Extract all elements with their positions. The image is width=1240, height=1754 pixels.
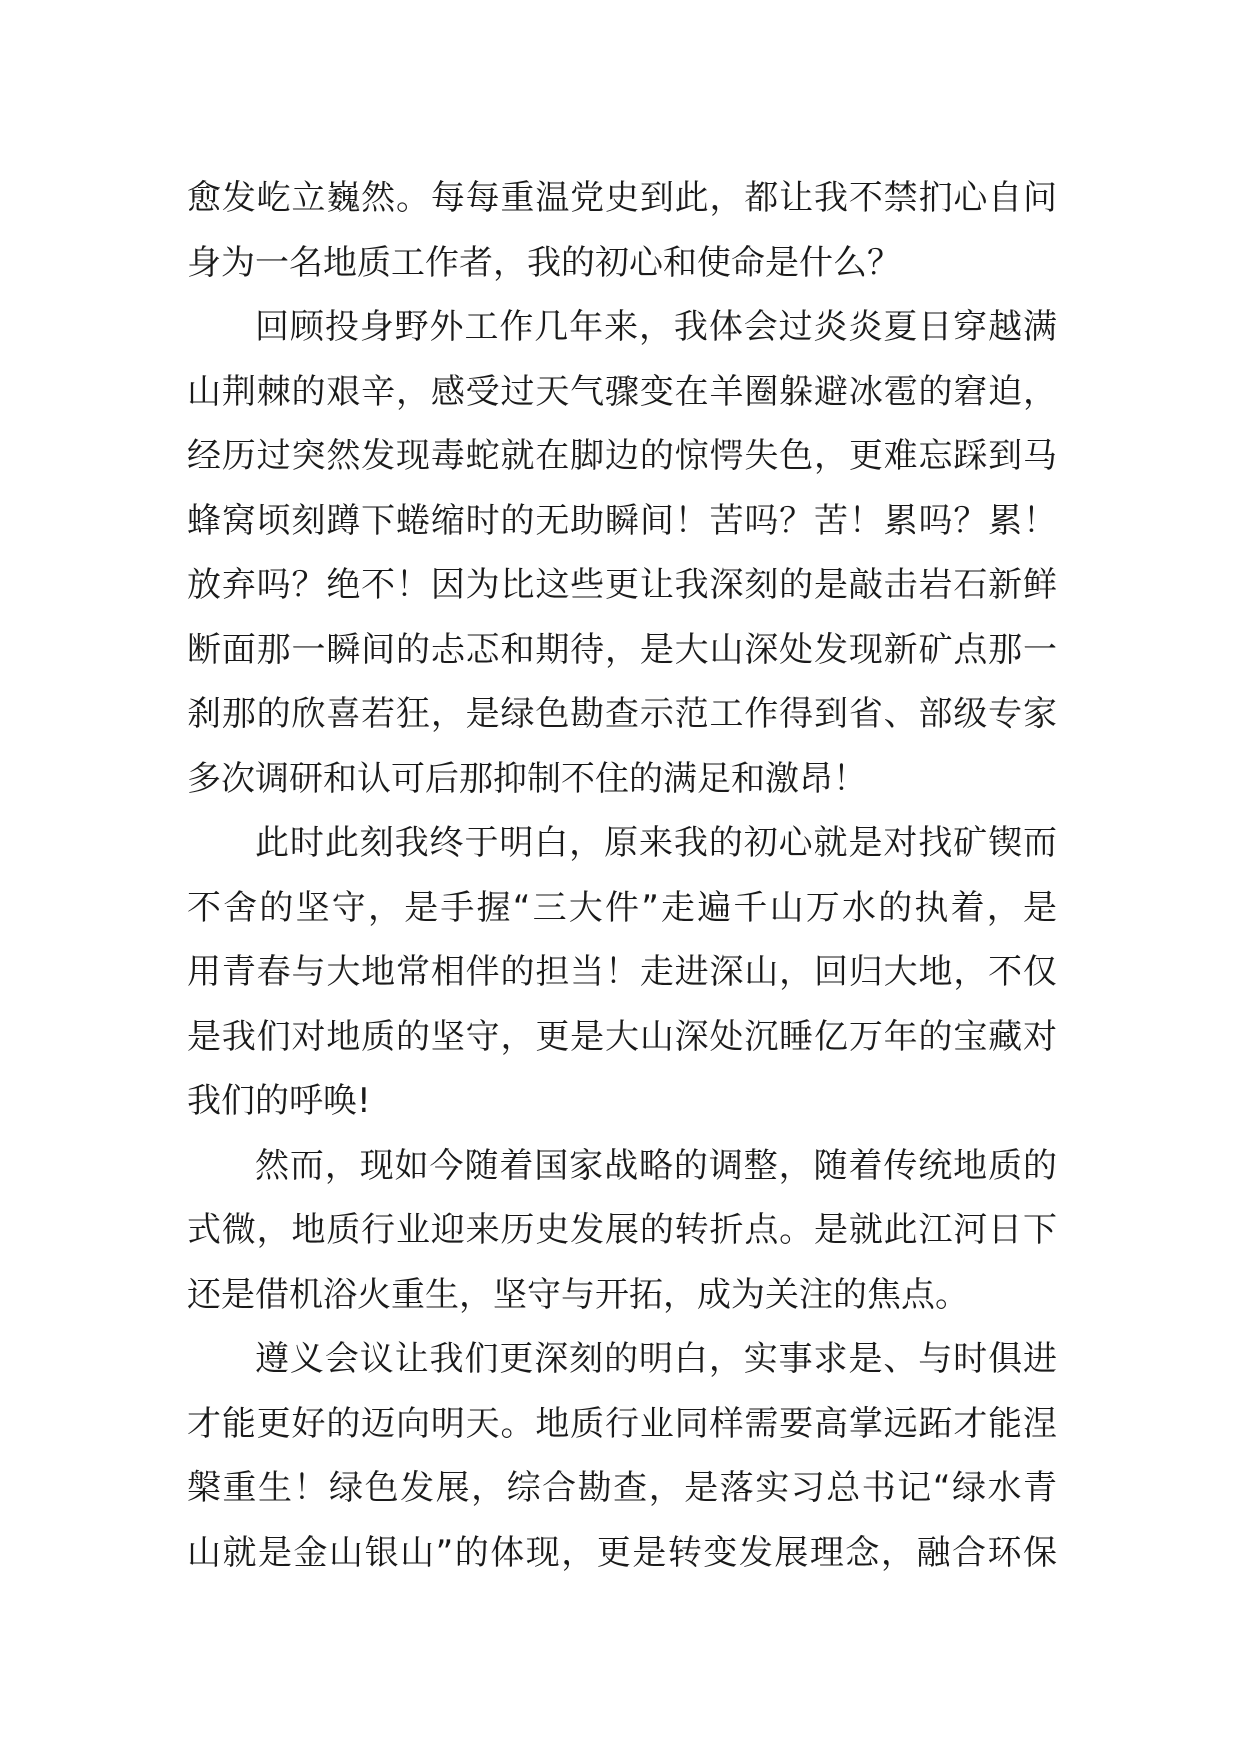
text-line-2: 身为一名地质工作者，我的初心和使命是什么？ [187, 242, 901, 283]
text-line-10: 多次调研和认可后那抑制不住的满足和激昂！ [187, 758, 867, 799]
text-line-20: 才能更好的迈向明天。地质行业同样需要高掌远跖才能涅 [187, 1403, 1057, 1444]
text-line-19: 遵义会议让我们更深刻的明白，实事求是、与时俱进 [255, 1339, 1057, 1379]
text-line-12: 不舍的坚守，是手握“三大件”走遍千山万水的执着，是 [187, 887, 1057, 928]
text-line-15: 我们的呼唤! [187, 1081, 371, 1121]
text-line-17: 式微，地质行业迎来历史发展的转折点。是就此江河日下 [187, 1210, 1057, 1250]
text-line-8: 断面那一瞬间的忐忑和期待，是大山深处发现新矿点那一 [187, 629, 1057, 670]
text-line-13: 用青春与大地常相伴的担当！走进深山，回归大地，不仅 [187, 952, 1057, 992]
text-line-11: 此时此刻我终于明白，原来我的初心就是对找矿锲而 [255, 823, 1057, 863]
text-line-14: 是我们对地质的坚守，更是大山深处沉睡亿万年的宝藏对 [187, 1016, 1057, 1057]
text-line-3: 回顾投身野外工作几年来，我体会过炎炎夏日穿越满 [255, 307, 1057, 347]
text-line-18: 还是借机浴火重生，坚守与开拓，成为关注的焦点。 [187, 1274, 969, 1315]
text-line-4: 山荆棘的艰辛，感受过天气骤变在羊圈躲避冰雹的窘迫， [187, 371, 1057, 412]
body-text [187, 166, 1057, 1585]
text-line-21: 槃重生！绿色发展，综合勘查，是落实习总书记“绿水青 [187, 1468, 1057, 1508]
text-line-22: 山就是金山银山”的体现，更是转变发展理念，融合环保 [187, 1532, 1057, 1573]
text-line-7: 放弃吗？绝不！因为比这些更让我深刻的是敲击岩石新鲜 [187, 565, 1057, 605]
text-line-5: 经历过突然发现毒蛇就在脚边的惊愕失色，更难忘踩到马 [187, 436, 1057, 476]
text-line-16: 然而，现如今随着国家战略的调整，随着传统地质的 [255, 1145, 1057, 1186]
text-line-9: 刹那的欣喜若狂，是绿色勘查示范工作得到省、部级专家 [187, 694, 1057, 734]
text-line-1: 愈发屹立巍然。每每重温党史到此，都让我不禁扪心自问 [187, 178, 1057, 218]
text-line-6: 蜂窝顷刻蹲下蜷缩时的无助瞬间！苦吗？苦！累吗？累！ [187, 500, 1057, 541]
